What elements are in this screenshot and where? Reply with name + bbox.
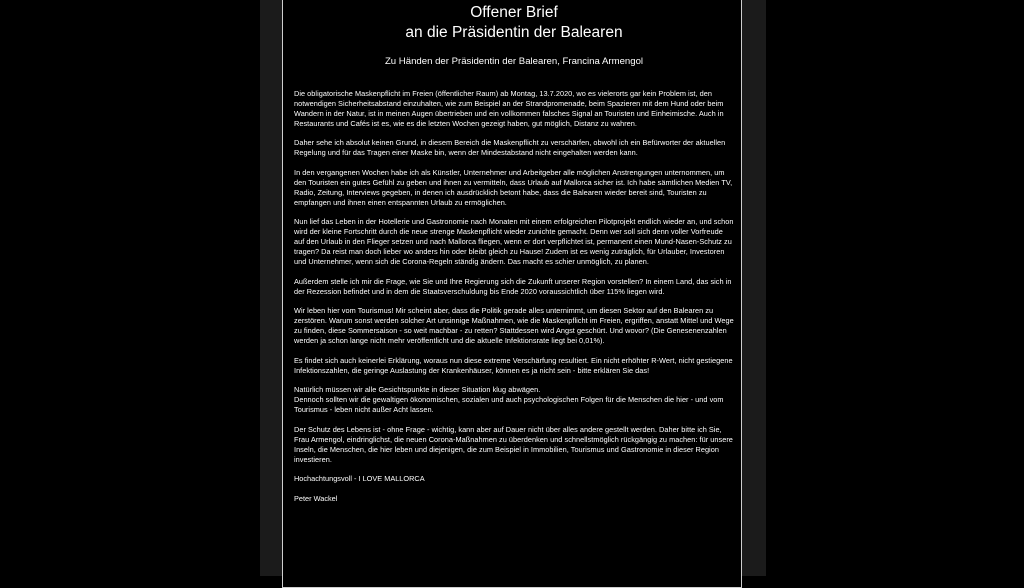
addressee-line: Zu Händen der Präsidentin der Balearen, Francina Armengol bbox=[384, 56, 644, 67]
letter-title bbox=[294, 3, 734, 43]
paragraph-1: Die obligatorische Maskenpflicht im Freien (öffentlicher Raum) ab Montag, 13.7.2020, wo es vielerorts gar kein Problem ist, den notwendigen Sicherheitsabstand einzuhalten, wie zum Beispiel an der Strandpromenade, beim Spazieren mit dem Hund oder beim Wandern in der Natur, ist in meinen Augen übertrieben und ein vollkommen falsches Signal an Touristen und Einheimische. Auch in Restaurants und Cafés ist es, wie es die letzten Wochen gezeigt haben, gut möglich, Distanz zu wahren. bbox=[294, 89, 724, 128]
paragraph-8: Natürlich müssen wir alle Gesichtspunkte in dieser Situation klug abwägen. Dennoch sollten wir die gewaltigen ökonomischen, sozialen und auch psychologischen Folgen für die Menschen die hier - und vom Tourismus - leben nicht außer Acht lassen. bbox=[294, 385, 724, 415]
paragraph-2: Daher sehe ich absolut keinen Grund, in diesem Bereich die Maskenpflicht zu verschärfen, obwohl ich ein Befürworter der aktuellen Regelung und für das Tragen einer Maske bin, wenn der Mindestabstand nicht eingehalten werden kann. bbox=[294, 138, 726, 158]
letterbox-right bbox=[766, 0, 1024, 576]
title-line-2: an die Präsidentin der Balearen bbox=[405, 24, 623, 41]
paragraph-5: Außerdem stelle ich mir die Frage, wie Sie und Ihre Regierung sich die Zukunft unserer Region vorstellen? In einem Land, das sich in der Rezession befindet und in dem die Staatsverschuldung bis Ende 2020 voraussichtlich über 115% liegen wird. bbox=[294, 276, 732, 296]
paragraph-3: In den vergangenen Wochen habe ich als Künstler, Unternehmer und Arbeitgeber alle möglichen Anstrengungen unternommen, um den Touristen ein gutes Gefühl zu geben und ihnen zu vermitteln, dass Urlaub auf Mallorca sicher ist. Ich habe sämtlichen Medien TV, Radio, Zeitung, Interviews gegeben, in denen ich ausdrücklich betont habe, dass die Balearen wieder bereit sind, Touristen zu empfangen und ihnen einen entspannten Urlaub zu ermöglichen. bbox=[294, 168, 733, 207]
paragraph-7: Es findet sich auch keinerlei Erklärung, woraus nun diese extreme Verschärfung resultiert. Ein nicht erhöhter R-Wert, nicht gestiegene Infektionszahlen, die geringe Auslastung der Krankenhäuser, können es ja nicht sein - bitte erklären Sie das! bbox=[294, 355, 733, 375]
closing-line: Hochachtungsvoll - I LOVE MALLORCA bbox=[294, 474, 425, 484]
title-line-1: Offener Brief bbox=[470, 4, 558, 21]
open-letter bbox=[294, 0, 734, 514]
paragraph-9: Der Schutz des Lebens ist - ohne Frage - wichtig, kann aber auf Dauer nicht über alles andere gestellt werden. Daher bitte ich Sie, Frau Armengol, eindringlichst, die neuen Corona-Maßnahmen zu überdenken und schnellstmöglich rückgängig zu machen: für unsere Inseln, die Menschen, die hier leben und diejenigen, die zum Beispiel in Immobilien, Tourismus und Gastronomie in dieser Region investieren. bbox=[294, 424, 733, 464]
paragraph-4: Nun lief das Leben in der Hotellerie und Gastronomie nach Monaten mit einem erfolgreichen Pilotprojekt endlich wieder an, und schon wird der kleine Fortschritt durch die neue strenge Maskenpflicht wieder zunichte gemacht. Denn wer soll sich denn voller Vorfreude auf den Urlaub in den Flieger setzen und nach Mallorca fliegen, wenn er dort verpflichtet ist, permanent einen Mund-Nasen-Schutz zu tragen? Da reist man doch lieber wo anders hin oder bleibt gleich zu Hause! Zudem ist es wenig zuträglich, für Urlauber, Investoren und Unternehmer, wenn sich die Corona-Regeln ständig ändern. Das macht es schier unmöglich, zu planen. bbox=[294, 217, 734, 267]
letter-body bbox=[294, 89, 734, 504]
paragraph-6: Wir leben hier vom Tourismus! Mir scheint aber, dass die Politik gerade alles unternimmt, um diesen Sektor auf den Balearen zu zerstören. Warum sonst werden solcher Art unsinnige Maßnahmen, wie die Maskenpflicht im Freien, ergriffen, anstatt Mittel und Wege zu finden, diese Sommersaison - so weit machbar - zu retten? Stattdessen wird Angst geschürt. Und wovor? (Die Genesenenzahlen werden ja schon lange nicht mehr veröffentlicht und die aktuelle Infektionsrate liegt bei 0,01%). bbox=[294, 306, 734, 346]
signature: Peter Wackel bbox=[294, 494, 338, 504]
letterbox-left bbox=[0, 0, 260, 576]
